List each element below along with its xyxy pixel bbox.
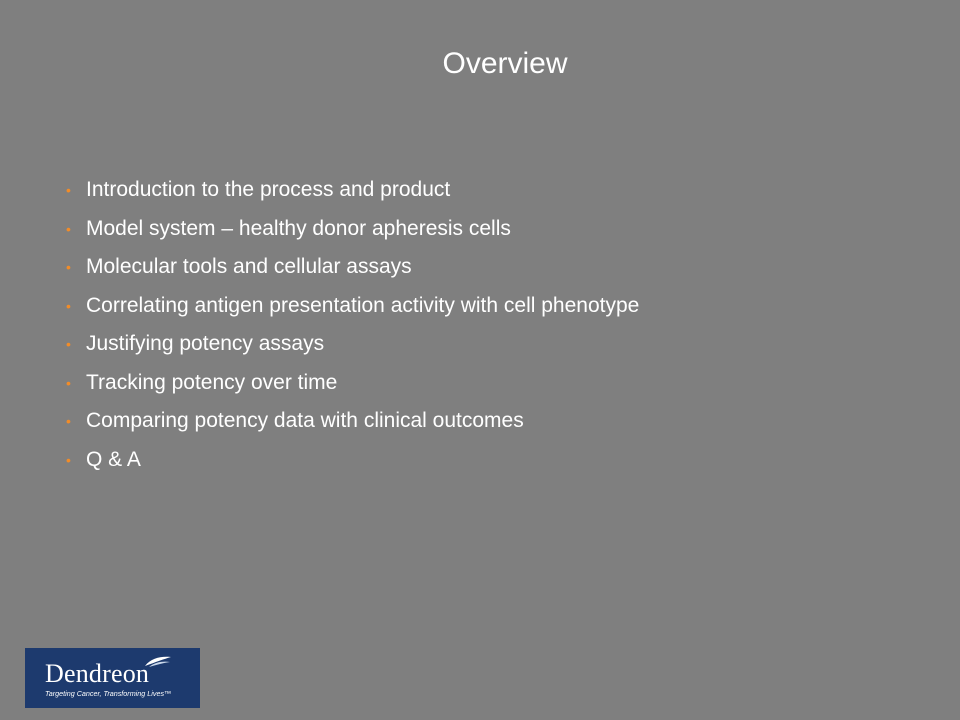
bullet-dot-icon: • (66, 182, 71, 198)
bullet-item (64, 251, 924, 290)
bullet-item (64, 444, 924, 483)
logo-tagline: Targeting Cancer, Transforming Lives™ (45, 689, 172, 698)
bullet-dot-icon: • (66, 413, 71, 429)
bullet-dot-icon: • (66, 451, 71, 468)
bullet-item (64, 367, 924, 406)
bullet-item (64, 290, 924, 329)
dendreon-logo (25, 648, 200, 708)
bullet-list (64, 174, 924, 482)
bullet-item (64, 328, 924, 367)
bullet-item (64, 405, 924, 444)
bullet-item (64, 174, 924, 213)
bullet-text: Introduction to the process and product (86, 178, 451, 201)
bullet-dot-icon: • (66, 220, 71, 237)
bullet-text: Justifying potency assays (86, 332, 325, 355)
bullet-text: Tracking potency over time (86, 370, 338, 394)
bullet-text: Q & A (86, 447, 141, 471)
bullet-text: Comparing potency data with clinical outcomes (86, 409, 524, 432)
bullet-dot-icon: • (66, 259, 71, 275)
slide-title: Overview (442, 47, 568, 80)
bullet-text: Molecular tools and cellular assays (86, 255, 412, 278)
leaf-icon (143, 654, 173, 668)
slide-title-container (0, 44, 960, 84)
bullet-text: Correlating antigen presentation activity with cell phenotype (86, 293, 640, 317)
bullet-dot-icon: • (66, 297, 71, 314)
bullet-dot-icon: • (66, 374, 71, 391)
logo-wordmark: Dendreon (45, 659, 150, 688)
bullet-item (64, 213, 924, 252)
bullet-text: Model system – healthy donor apheresis cells (86, 216, 511, 240)
bullet-dot-icon: • (66, 336, 71, 352)
